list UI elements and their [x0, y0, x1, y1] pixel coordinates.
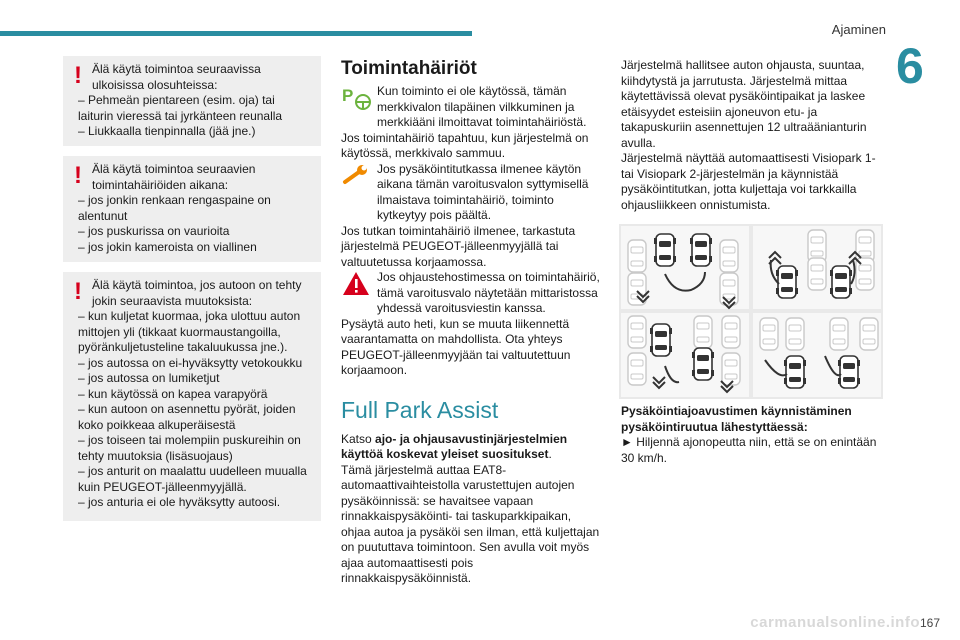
warning-line: – jos toiseen tai molempiin puskureihin on tehty muutoksia (lisäsuojaus) — [78, 433, 301, 463]
warning-exclamation-icon: ! — [74, 162, 82, 189]
watermark: carmanualsonline.info — [750, 614, 920, 631]
cross-reference-prefix: Katso — [341, 431, 376, 446]
section-heading-malfunctions: Toimintahäiriöt — [341, 58, 477, 79]
warning-line: – Liukkaalla tienpinnalla (jää jne.) — [78, 124, 256, 138]
paragraph: Järjestelmä näyttää automaattisesti Visiopark 1- tai Visiopark 2-järjestelmän ja käynnistää pysäköintitutkan, jotta kuljettaja voi tarkkailla ohjausliikkeen onnistumista. — [621, 151, 876, 212]
warning-line: – kun kuljetat kuormaa, joka ulottuu auton mittojen yli (tikkaat kuormaustangoilla, pyöränkuljetusteline takaluukussa jne.). — [78, 309, 301, 354]
paragraph: Tämä järjestelmä auttaa EAT8-automaattivaihteistolla varustettujen autojen pysäköinnissä: se havaitsee vapaan rinnakkaispysäköinti- tai taskuparkkipaikan, ohjaa autoa ja pysäköi sen ilman, että kuljettajan on puututtava toimintoon. Sen avulla voit myös ajaa automaattisesti pois rinnakkaispysäköinnistä. — [341, 462, 600, 585]
warning-line: – Pehmeän pientareen (esim. oja) tai laiturin vieressä tai jyrkänteen reunalla — [78, 93, 283, 123]
header-accent-bar — [0, 31, 472, 36]
warning-lead: Älä käytä toimintoa, jos autoon on tehty jokin seuraavista muutoksista: — [92, 278, 302, 308]
warning-line: – jos jonkin renkaan rengaspaine on alentunut — [78, 193, 271, 223]
page-number: 167 — [919, 616, 940, 630]
malfunction-parking-row — [341, 84, 603, 131]
warning-line: – jos autossa on lumiketjut — [78, 371, 220, 385]
section-heading-full-park-assist: Full Park Assist — [341, 396, 499, 423]
malfunction-radar-row — [341, 162, 603, 224]
paragraph: Pysäytä auto heti, kun se muuta liikennettä vaarantamatta on mahdollista. Ota yhteys PEUGEOT-jälleenmyyjään tai valtuutettuun korjaamoon. — [341, 316, 571, 377]
warning-exclamation-icon: ! — [74, 278, 82, 305]
warning-line: – jos anturia ei ole hyväksytty autoosi. — [78, 495, 281, 509]
paragraph: Jos ohjaustehostimessa on toimintahäiriö, tämä varoitusvalo näytetään mittaristossa yhdessä varoitusviestin kanssa. — [377, 270, 600, 315]
chapter-label: Ajaminen — [831, 22, 886, 37]
warning-line: – jos jokin kameroista on viallinen — [78, 239, 257, 254]
right-column — [621, 58, 887, 213]
subheading-activation: Pysäköintiajoavustimen käynnistäminen pysäköintiruutua lähestyttäessä: — [621, 404, 852, 434]
warning-line: – kun käytössä on kapea varapyörä — [78, 386, 268, 401]
svg-text:P: P — [342, 86, 354, 105]
instruction-step: ► Hiljennä ajonopeutta niin, että se on enintään 30 km/h. — [621, 435, 877, 465]
paragraph: Jos pysäköintitutkassa ilmenee käytön aikana tämän varoitusvalon syttymisellä ilmaistava toimintahäiriö, toiminto kytkeytyy pois päältä. — [377, 161, 589, 222]
warning-lead: Älä käytä toimintoa seuraavissa ulkoisissa olosuhteissa: — [92, 62, 261, 92]
activation-instructions — [621, 404, 887, 466]
cross-reference-link-text: ajo- ja ohjausavustinjärjestelmien käyttöä koskevat yleiset suositukset — [341, 431, 568, 461]
warning-line: – jos puskurissa on vaurioita — [78, 224, 230, 238]
paragraph: Jos tutkan toimintahäiriö ilmenee, tarkastuta järjestelmä PEUGEOT-jälleenmyyjällä tai valtuutetussa korjaamossa. — [341, 223, 576, 269]
middle-column — [341, 58, 603, 587]
cross-reference — [341, 432, 603, 463]
warning-triangle-icon — [341, 270, 377, 298]
warning-lead: Älä käytä toimintoa seuraavien toimintahäiriöiden aikana: — [92, 162, 256, 192]
warning-exclamation-icon: ! — [74, 62, 82, 89]
warning-line: – jos anturit on maalattu uudelleen muualla kuin PEUGEOT-jälleenmyyjällä. — [78, 464, 307, 494]
service-wrench-icon — [341, 162, 377, 190]
parking-manoeuvre-illustration — [619, 224, 883, 399]
chapter-number: 6 — [896, 38, 924, 94]
cross-reference-suffix: . — [548, 447, 552, 461]
warning-box-1 — [63, 56, 321, 146]
paragraph: Järjestelmä hallitsee auton ohjausta, suuntaa, kiihdytystä ja jarrutusta. Järjestelmä mittaa käytettävissä olevat pysäköintipaikat ja laskee etäisyydet esteisiin ajoneuvon etu- ja takapuskuriin asennettujen 12 ultraäänianturin avulla. — [621, 58, 867, 150]
warning-line: – kun autoon on asennettu pyörät, joiden koko poikkeaa alkuperäisestä — [78, 402, 296, 432]
warning-box-2 — [63, 156, 321, 262]
paragraph: Kun toiminto ei ole käytössä, tämän merkkivalon tilapäinen vilkkuminen ja merkkiääni ilmoittavat toimintahäiriöstä. — [377, 84, 587, 129]
malfunction-steering-row — [341, 270, 603, 317]
parking-assist-warning-icon — [341, 84, 377, 112]
warning-line: – jos autossa on ei-hyväksytty vetokoukku — [78, 355, 303, 370]
paragraph: Jos toimintahäiriö tapahtuu, kun järjestelmä on käytössä, merkkivalo sammuu. — [341, 130, 589, 160]
warning-box-3 — [63, 272, 321, 521]
